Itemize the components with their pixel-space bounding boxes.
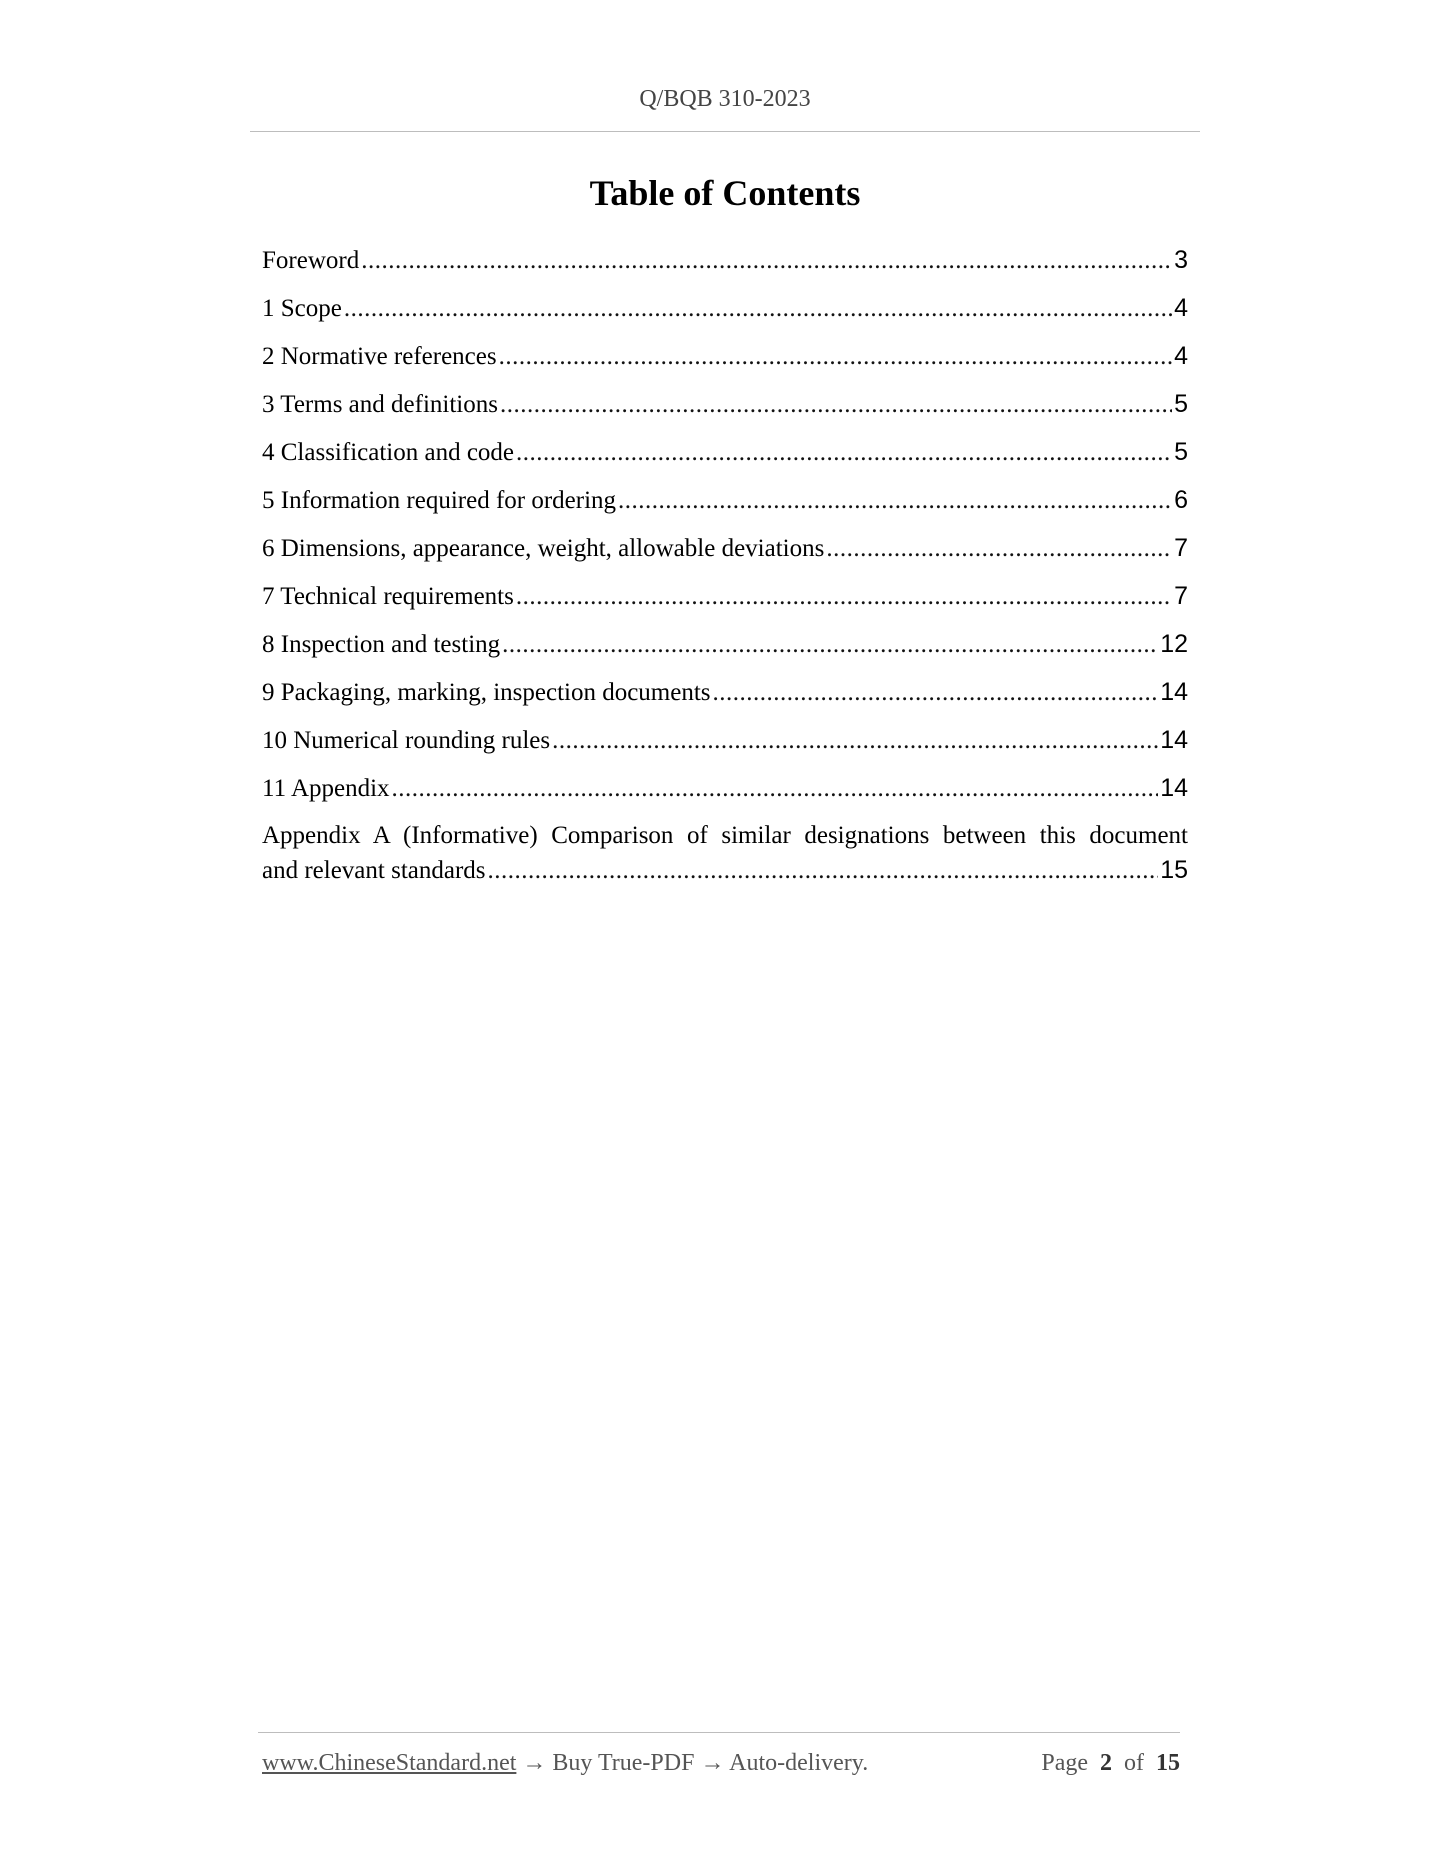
toc-entry-dimensions[interactable] bbox=[262, 530, 1188, 578]
toc-entry-page: 7 bbox=[1174, 582, 1188, 610]
website-link[interactable]: www.ChineseStandard.net bbox=[262, 1750, 517, 1776]
toc-entry-label-line1: Appendix A (Informative) Comparison of similar designations between this document bbox=[262, 822, 1188, 849]
toc-entry-normative-references[interactable] bbox=[262, 338, 1188, 386]
of-label: of bbox=[1124, 1750, 1144, 1776]
toc-entry-appendix-a[interactable] bbox=[262, 818, 1188, 888]
toc-entry-page: 5 bbox=[1174, 390, 1188, 418]
dot-leader bbox=[361, 243, 1172, 279]
toc-entry-label: 3 Terms and definitions bbox=[262, 391, 498, 418]
document-code-header: Q/BQB 310-2023 bbox=[639, 86, 811, 112]
toc-entry-label: 1 Scope bbox=[262, 295, 342, 322]
toc-entry-page: 14 bbox=[1160, 774, 1188, 802]
dot-leader bbox=[488, 853, 1159, 888]
dot-leader bbox=[826, 531, 1172, 567]
toc-entry-label: 11 Appendix bbox=[262, 775, 390, 802]
dot-leader bbox=[516, 435, 1172, 471]
dot-leader bbox=[344, 291, 1172, 327]
header-divider bbox=[250, 131, 1200, 132]
toc-entry-technical-requirements[interactable] bbox=[262, 578, 1188, 626]
total-pages-number: 15 bbox=[1156, 1750, 1180, 1776]
toc-entry-page: 4 bbox=[1174, 294, 1188, 322]
footer-divider bbox=[258, 1732, 1180, 1733]
toc-entry-packaging-marking[interactable] bbox=[262, 674, 1188, 722]
buy-true-pdf-text: Buy True-PDF bbox=[552, 1750, 695, 1776]
toc-entry-label: 10 Numerical rounding rules bbox=[262, 727, 551, 754]
arrow-right-icon: → bbox=[516, 1750, 553, 1776]
toc-entry-page: 7 bbox=[1174, 534, 1188, 562]
toc-entry-label: 6 Dimensions, appearance, weight, allowable deviations bbox=[262, 535, 825, 562]
toc-entry-terms-and-definitions[interactable] bbox=[262, 386, 1188, 434]
dot-leader bbox=[499, 339, 1172, 375]
toc-entry-label: 8 Inspection and testing bbox=[262, 631, 501, 658]
toc-entry-page: 4 bbox=[1174, 342, 1188, 370]
toc-entry-page: 15 bbox=[1160, 856, 1188, 884]
toc-entry-inspection-and-testing[interactable] bbox=[262, 626, 1188, 674]
toc-entry-page: 14 bbox=[1160, 726, 1188, 754]
toc-entry-last-line bbox=[262, 853, 1188, 888]
toc-entry-information-for-ordering[interactable] bbox=[262, 482, 1188, 530]
page-indicator bbox=[1041, 1750, 1180, 1777]
toc-entry-label: 9 Packaging, marking, inspection documents bbox=[262, 679, 711, 706]
page-label: Page bbox=[1041, 1750, 1088, 1776]
current-page-number: 2 bbox=[1100, 1750, 1112, 1776]
dot-leader bbox=[713, 675, 1159, 711]
toc-entry-page: 6 bbox=[1174, 486, 1188, 514]
toc-entry-page: 12 bbox=[1160, 630, 1188, 658]
toc-entry-page: 5 bbox=[1174, 438, 1188, 466]
auto-delivery-text: Auto-delivery. bbox=[729, 1750, 869, 1776]
dot-leader bbox=[502, 627, 1158, 663]
toc-list bbox=[262, 242, 1188, 888]
toc-entry-page: 3 bbox=[1174, 246, 1188, 274]
dot-leader bbox=[552, 723, 1158, 759]
arrow-right-icon: → bbox=[694, 1750, 730, 1776]
dot-leader bbox=[500, 387, 1172, 423]
toc-title: Table of Contents bbox=[589, 173, 861, 213]
toc-entry-page: 14 bbox=[1160, 678, 1188, 706]
toc-entry-foreword[interactable] bbox=[262, 242, 1188, 290]
page-footer bbox=[262, 1750, 1180, 1777]
toc-entry-label: 7 Technical requirements bbox=[262, 583, 514, 610]
toc-entry-numerical-rounding[interactable] bbox=[262, 722, 1188, 770]
toc-entry-label: 2 Normative references bbox=[262, 343, 497, 370]
footer-promo bbox=[262, 1750, 868, 1777]
toc-entry-scope[interactable] bbox=[262, 290, 1188, 338]
dot-leader bbox=[618, 483, 1172, 519]
toc-entry-appendix[interactable] bbox=[262, 770, 1188, 818]
toc-entry-label: 5 Information required for ordering bbox=[262, 487, 617, 514]
dot-leader bbox=[392, 771, 1159, 807]
toc-entry-label: Foreword bbox=[262, 247, 360, 274]
toc-entry-label: 4 Classification and code bbox=[262, 439, 515, 466]
toc-entry-classification-and-code[interactable] bbox=[262, 434, 1188, 482]
toc-entry-label-line2: and relevant standards bbox=[262, 857, 486, 884]
dot-leader bbox=[516, 579, 1172, 615]
